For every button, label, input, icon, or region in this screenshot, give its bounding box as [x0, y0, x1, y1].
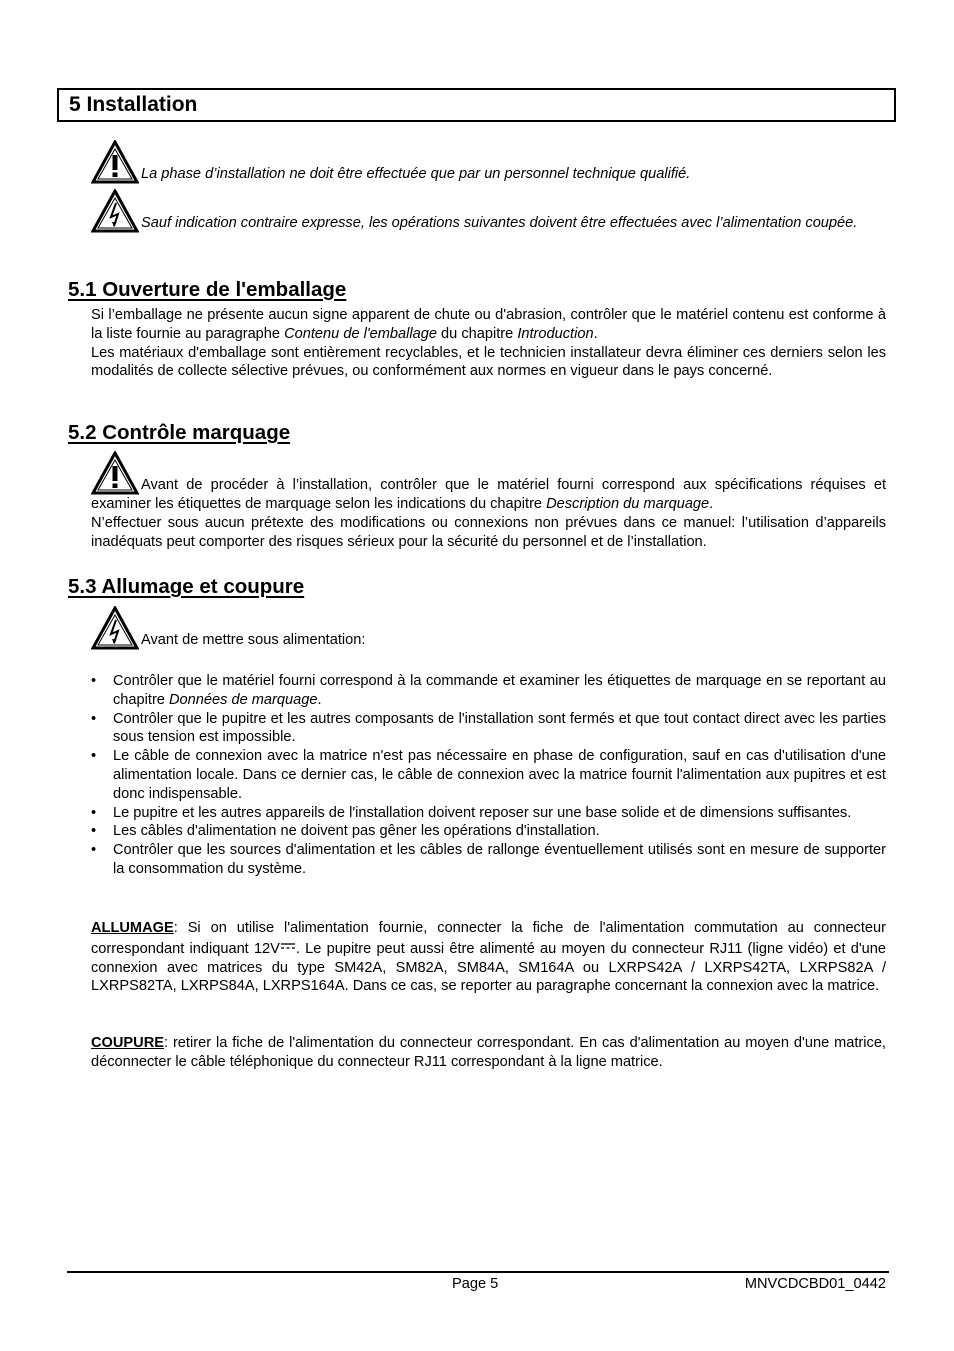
list-item [91, 747, 886, 803]
warning-lightning-icon [91, 606, 139, 650]
section-5-1-paragraph-1 [91, 306, 886, 344]
s51-p1-text-c: . [593, 325, 598, 342]
list-item [91, 804, 886, 823]
s51-p1-ref-introduction: Introduction [517, 325, 594, 342]
footer-page-number: Page 5 [452, 1276, 499, 1292]
bullet-icon: • [91, 710, 97, 727]
intro-warning-power [91, 189, 886, 233]
intro-warning-general [91, 140, 886, 184]
s52-p1-text-a: Avant de procéder à l’installation, contrôler que le matériel fourni correspond aux spécifications réquises et examiner les étiquettes de marquage selon les indications du chapitre [91, 477, 886, 512]
section-5-2-title: 5.2 Contrôle marquage [68, 421, 291, 444]
s51-p1-text-a: Si l’emballage ne présente aucun signe apparent de chute ou d'abrasion, contrôler que le matériel contenu est conforme à la liste fournie au paragraphe [91, 307, 886, 342]
dc-current-symbol-icon [280, 938, 296, 948]
warning-exclamation-icon [91, 451, 139, 495]
list-item [91, 710, 886, 748]
list-item-text: Le pupitre et les autres appareils de l'installation doivent reposer sur une base solide et de dimensions suffisantes. [113, 804, 852, 821]
section-5-2-body [91, 451, 886, 551]
bullet-icon: • [91, 748, 97, 765]
s51-p1-text-b: du chapitre [436, 325, 518, 342]
list-item-text-end: . [317, 691, 322, 708]
s52-p1-text-b: . [709, 496, 714, 512]
bullet-icon: • [91, 823, 97, 840]
list-item [91, 672, 886, 710]
section-5-3-title: 5.3 Allumage et coupure [68, 575, 305, 598]
section-5-2-paragraph-1 [91, 451, 886, 514]
intro-warning-general-text: La phase d’installation ne doit être effectuée que par un personnel technique qualifié. [141, 166, 691, 183]
allumage-text-b: . Le pupitre peut aussi être alimenté au moyen du connecteur RJ11 (ligne vidéo) et d'une connexion avec matrices du type SM42A, SM82A, SM84A, SM164A ou LXRPS42A / LXRPS42TA, LXRPS82A / LXRPS82TA, LXRPS84A, LXRPS164A. Dans ce cas, se reporter au paragraphe concernant la connexion avec la matrice. [91, 940, 886, 995]
section-5-1-body [91, 306, 886, 381]
footer-document-code: MNVCDCBD01_0442 [744, 1276, 886, 1292]
allumage-text-a: : Si on utilise l'alimentation fournie, connecter la fiche de l'alimentation commutation au connecteur correspondant indiquant 12V [91, 920, 886, 957]
chapter-header-box [57, 88, 896, 122]
allumage-paragraph [91, 919, 886, 996]
section-5-2-paragraph-2: N’effectuer sous aucun prétexte des modifications ou connexions non prévues dans ce manuel: l’utilisation d’appareils inadéquats peut comporter des risques sérieux pour la sécurité du personnel et de l’installation. [91, 514, 886, 550]
s52-p1-ref-description: Description du marquage [546, 496, 710, 512]
bullet-icon: • [91, 673, 97, 689]
section-5-1-title: 5.1 Ouverture de l'emballage [68, 278, 347, 301]
list-item-text: Les câbles d'alimentation ne doivent pas gêner les opérations d'installation. [113, 823, 600, 840]
section-5-3-checklist [91, 672, 886, 879]
allumage-label: ALLUMAGE [91, 920, 174, 936]
footer-divider [67, 1271, 889, 1273]
list-item-ref-donnees: Données de marquage [168, 691, 318, 708]
chapter-title: 5 Installation [69, 93, 198, 116]
list-item-text: Contrôler que le pupitre et les autres composants de l'installation sont fermés et que tout contact direct avec les parties sous tension est impossible. [113, 710, 886, 746]
bullet-icon: • [91, 842, 97, 859]
list-item-text: Contrôler que les sources d'alimentation et les câbles de rallonge éventuellement utilisés sont en mesure de supporter la consommation du système. [113, 842, 886, 877]
coupure-text: : retirer la fiche de l'alimentation du connecteur correspondant. En cas d'alimentation au moyen d'une matrice, déconnecter le câble téléphonique du connecteur RJ11 correspondant à la ligne matrice. [91, 1035, 886, 1070]
s51-p1-ref-contenu: Contenu de l'emballage [284, 325, 437, 342]
list-item [91, 822, 886, 841]
list-item [91, 841, 886, 879]
list-item-text: Contrôler que le matériel fourni correspond à la commande et examiner les étiquettes de marquage en se reportant au chapitre [113, 673, 886, 708]
section-5-1-paragraph-2: Les matériaux d'emballage sont entièrement recyclables, et le technicien installateur devra éliminer ces derniers selon les modalités de collecte sélective prévues, ou conformément aux normes en vigueur dans le pays concerné. [91, 344, 886, 380]
coupure-paragraph [91, 1034, 886, 1072]
section-5-3-warning-text: Avant de mettre sous alimentation: [141, 632, 366, 649]
warning-exclamation-icon [91, 140, 139, 184]
coupure-label: COUPURE [91, 1035, 164, 1051]
list-item-text: Le câble de connexion avec la matrice n'est pas nécessaire en phase de configuration, sauf en cas d'utilisation d'une alimentation locale. Dans ce dernier cas, le câble de connexion avec la matrice fournit l'alimentation aux pupitres et est donc indispensable. [113, 748, 886, 802]
intro-warning-power-text: Sauf indication contraire expresse, les opérations suivantes doivent être effectuées avec l’alimentation coupée. [141, 215, 858, 232]
bullet-icon: • [91, 804, 97, 821]
section-5-3-warning [91, 606, 886, 650]
warning-lightning-icon [91, 189, 139, 233]
